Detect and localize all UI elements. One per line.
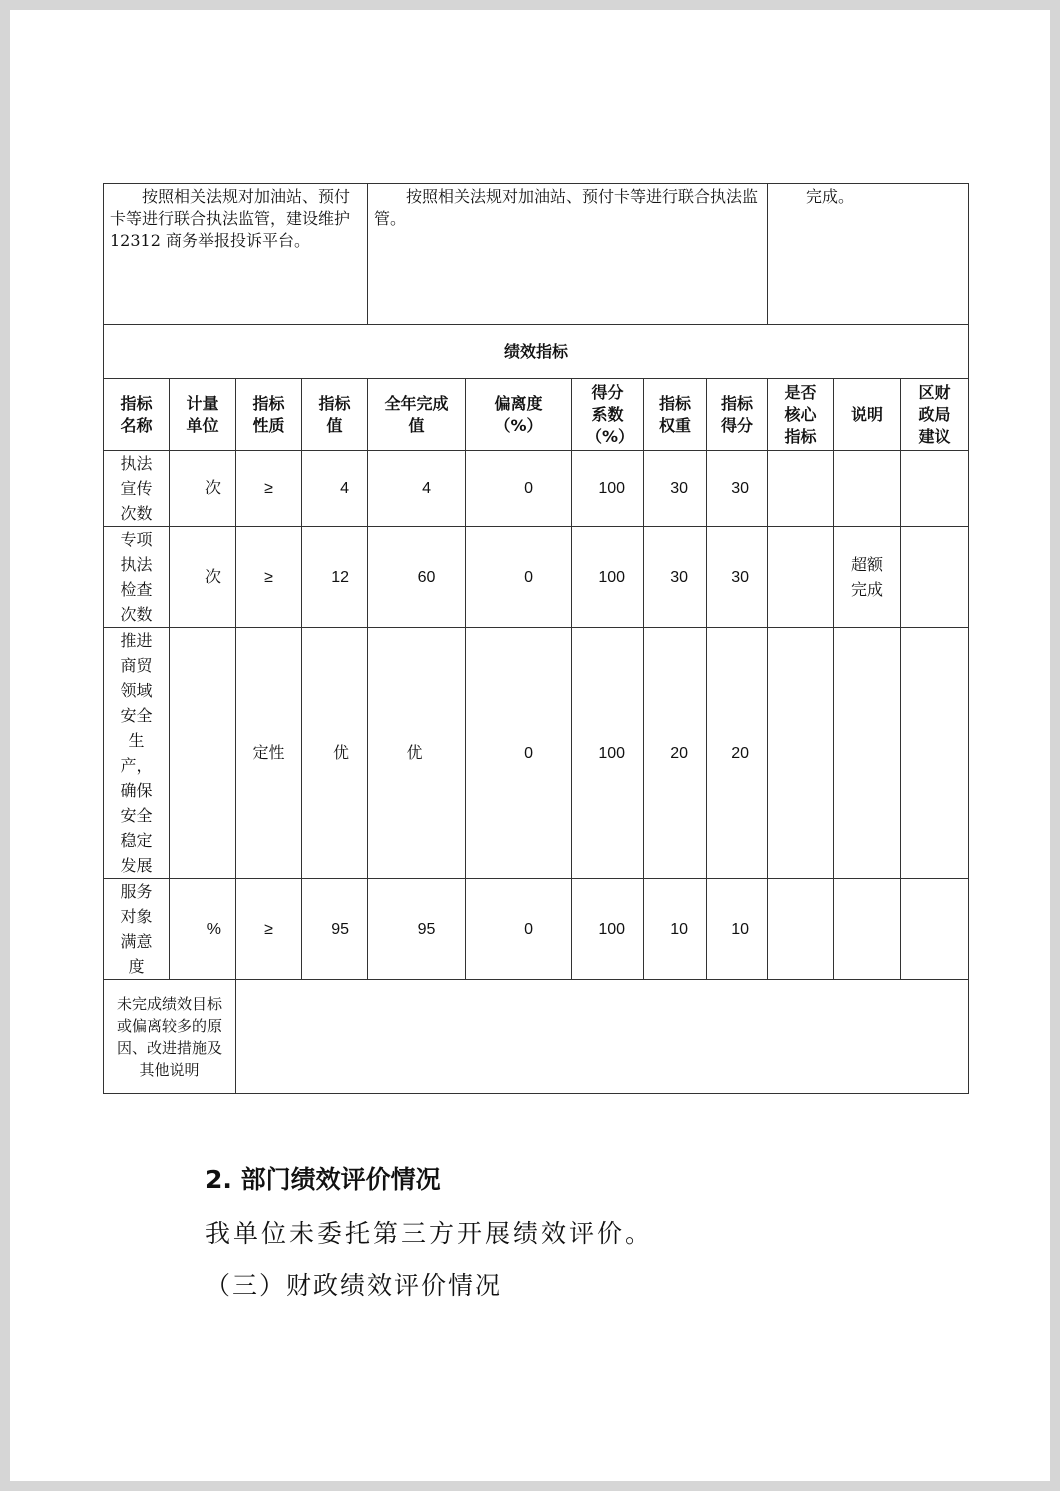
score: 30 xyxy=(707,527,768,628)
actual-value: 95 xyxy=(368,879,466,980)
unit: 次 xyxy=(170,451,236,527)
paragraph: 我单位未委托第三方开展绩效评价。 xyxy=(205,1219,654,1248)
deviation: 0 xyxy=(466,879,572,980)
section-title: 绩效指标 xyxy=(104,325,969,379)
score: 20 xyxy=(707,628,768,879)
footer-label: 未完成绩效目标或偏离较多的原因、改进措施及其他说明 xyxy=(104,980,236,1094)
advice xyxy=(901,527,969,628)
actual-value: 优 xyxy=(368,628,466,879)
core-indicator xyxy=(768,451,834,527)
col-header: 计量单位 xyxy=(170,379,236,451)
note xyxy=(834,451,901,527)
indicator-name: 执法宣传次数 xyxy=(104,451,170,527)
target-value: 4 xyxy=(302,451,368,527)
indicator-name: 推进商贸领域安全生产，确保安全稳定发展 xyxy=(104,628,170,879)
score-coefficient: 100 xyxy=(572,628,644,879)
col-header: 是否核心指标 xyxy=(768,379,834,451)
col-header: 得分系数（%） xyxy=(572,379,644,451)
weight: 30 xyxy=(644,451,707,527)
score-coefficient: 100 xyxy=(572,527,644,628)
col-header: 指标得分 xyxy=(707,379,768,451)
actual-value: 4 xyxy=(368,451,466,527)
target-value: 95 xyxy=(302,879,368,980)
advice xyxy=(901,451,969,527)
col-header: 指标值 xyxy=(302,379,368,451)
score-coefficient: 100 xyxy=(572,451,644,527)
col-header: 区财政局建议 xyxy=(901,379,969,451)
col-header: 指标权重 xyxy=(644,379,707,451)
target-description-row xyxy=(104,184,969,325)
table-row xyxy=(104,628,969,879)
core-indicator xyxy=(768,628,834,879)
indicator-name: 服务对象满意度 xyxy=(104,879,170,980)
score: 30 xyxy=(707,451,768,527)
table-row xyxy=(104,879,969,980)
weight: 30 xyxy=(644,527,707,628)
annual-target-cell: 按照相关法规对加油站、预付卡等进行联合执法监管，建设维护 12312 商务举报投诉平台。 xyxy=(104,184,368,325)
section-title-row xyxy=(104,325,969,379)
weight: 20 xyxy=(644,628,707,879)
deviation: 0 xyxy=(466,451,572,527)
actual-completion-cell: 按照相关法规对加油站、预付卡等进行联合执法监管。 xyxy=(368,184,768,325)
completion-status-cell: 完成。 xyxy=(768,184,969,325)
note xyxy=(834,879,901,980)
note: 超额完成 xyxy=(834,527,901,628)
col-header: 说明 xyxy=(834,379,901,451)
core-indicator xyxy=(768,879,834,980)
nature: 定性 xyxy=(236,628,302,879)
subheading: （三）财政绩效评价情况 xyxy=(205,1271,503,1300)
weight: 10 xyxy=(644,879,707,980)
target-value: 优 xyxy=(302,628,368,879)
deviation: 0 xyxy=(466,628,572,879)
document-page xyxy=(10,10,1050,1481)
advice xyxy=(901,628,969,879)
note xyxy=(834,628,901,879)
advice xyxy=(901,879,969,980)
header-row xyxy=(104,379,969,451)
score: 10 xyxy=(707,879,768,980)
table-row xyxy=(104,527,969,628)
col-header: 全年完成值 xyxy=(368,379,466,451)
unit: 次 xyxy=(170,527,236,628)
performance-table xyxy=(103,183,969,1094)
nature: ≥ xyxy=(236,879,302,980)
unit: % xyxy=(170,879,236,980)
col-header: 偏离度（%） xyxy=(466,379,572,451)
col-header: 指标名称 xyxy=(104,379,170,451)
col-header: 指标性质 xyxy=(236,379,302,451)
footer-row xyxy=(104,980,969,1094)
score-coefficient: 100 xyxy=(572,879,644,980)
nature: ≥ xyxy=(236,527,302,628)
unit xyxy=(170,628,236,879)
table-row xyxy=(104,451,969,527)
indicator-name: 专项执法检查次数 xyxy=(104,527,170,628)
footer-content xyxy=(236,980,969,1094)
nature: ≥ xyxy=(236,451,302,527)
actual-value: 60 xyxy=(368,527,466,628)
core-indicator xyxy=(768,527,834,628)
target-value: 12 xyxy=(302,527,368,628)
section-heading: 2. 部门绩效评价情况 xyxy=(205,1165,441,1194)
deviation: 0 xyxy=(466,527,572,628)
